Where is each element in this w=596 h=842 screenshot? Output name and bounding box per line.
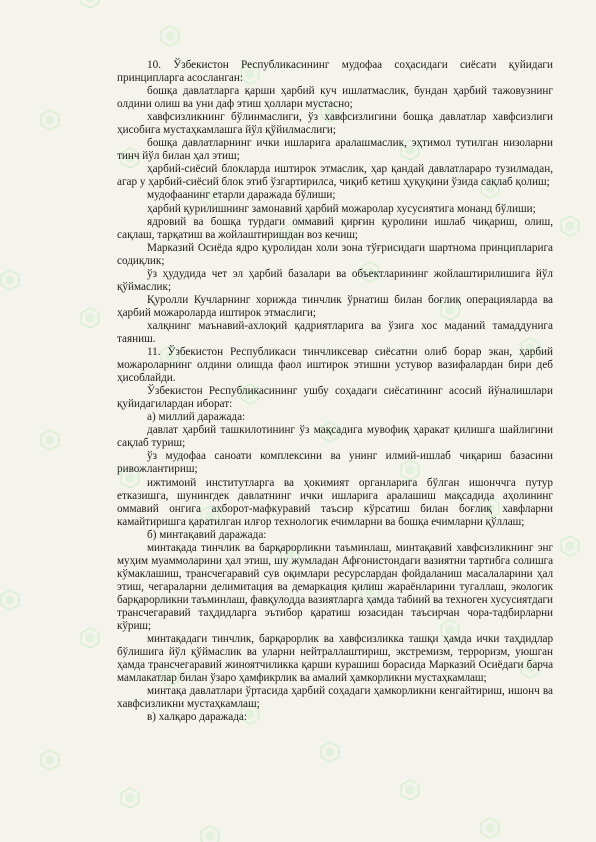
subheading-national-level: а) миллий даражада: (147, 411, 246, 424)
watermark-hexagon (201, 826, 218, 842)
paragraph: ўз ҳудудида чет эл ҳарбий базалари ва объектларининг жойлаштирилишига йўл қўймаслик; (117, 267, 553, 293)
paragraph: Ўзбекистон Республикасининг ушбу соҳадаги сиёсатининг асосий йўналишлари қуйидагилардан иборат: (117, 385, 553, 411)
paragraph-section-10-intro: 10. Ўзбекистон Республикасининг мудофаа соҳасидаги сиёсати қуйидаги принципларга асосланган: (117, 59, 553, 85)
paragraph: минтақада тинчлик ва барқарорликни таъминлаш, минтақавий хавфсизликнинг энг муҳим муаммоларини ҳал этиш, шу жумладан Афғонистондаги вазиятни тартибга солишга кўмаклашиш, трансчегаравий сув оқимлари ресурслардан фойдаланиш масалаларини ҳал этиш, чегараларни делимитация ва демаркация қилиш жараёнларини тугаллаш, экологик барқарорликни таъминлаш, фавқулодда вазиятларга ҳамда табиий ва техноген хусусиятдаги трансчегаравий таҳдидларга эътибор қаратиш юзасидан таъсирчан чора-тадбирларни кўриш; (117, 541, 553, 633)
paragraph: халқнинг маънавий-ахлоқий қадриятларига ва ўзига хос маданий тамаддунига таяниш. (117, 319, 553, 345)
watermark-hexagon-inner (326, 747, 335, 757)
paragraph: бошқа давлатларнинг ички ишларига аралашмаслик, эҳтимол тутилган низоларни тинч йўл билан ҳал этиш; (117, 137, 553, 163)
watermark-hexagon-inner (46, 755, 55, 765)
watermark-hexagon-inner (406, 785, 415, 795)
paragraph: ўз мудофаа саноати комплексини ва унинг илмий-ишлаб чиқариш базасини ривожлантириш; (117, 450, 553, 476)
watermark-hexagon (41, 750, 58, 770)
subheading-international-level: в) халқаро даражада: (147, 711, 247, 724)
paragraph: минтақадаги тинчлик, барқарорлик ва хавфсизликка ташқи ҳамда ички таҳдидлар бўлишига йўл қўймаслик ва уларни нейтраллаштириш, экстремизм, терроризм, уюшган ҳамда трансчегаравий жиноятчиликка қарши курашиш борасида Марказий Осиёдаги барча мамлакатлар билан ўзаро ҳамфикрлик ва амалий ҳамкорликни мустаҳкамлаш; (117, 633, 553, 685)
watermark-hexagon (401, 780, 418, 800)
watermark-hexagon (481, 818, 498, 838)
subheading-regional-level: б) минтақавий даражада: (147, 528, 267, 541)
paragraph: ижтимоий институтларга ва ҳокимият органларига бўлган ишонччга путур етказишга, шунингдек давлатнинг ички ишларига аралашиш мақсадида аҳолининг оммавий онгига ахборот-мафкуравий таъсир кўрсатиш билан боғлиқ хавфларни камайтиришга қаратилган илғор технологик ечимларни ва бошқа ечимларни қўллаш; (117, 476, 553, 528)
watermark-hexagon (121, 788, 138, 808)
watermark-hexagon (81, 0, 98, 8)
watermark-hexagon-inner (486, 823, 495, 833)
watermark-hexagon-inner (566, 221, 575, 231)
watermark-hexagon (561, 216, 578, 236)
paragraph-section-11-intro: 11. Ўзбекистон Республикаси тинчликсевар сиёсатни олиб борар экан, ҳарбий можароларнинг олдини олишда фаол иштирок этишни устувор вазифалардан бири деб ҳисоблайди. (117, 346, 553, 385)
watermark-hexagon (41, 110, 58, 130)
watermark-hexagon-inner (86, 633, 95, 643)
watermark-hexagon-inner (126, 793, 135, 803)
paragraph: мудофаанинг етарли даражада бўлиши; (147, 189, 336, 202)
paragraph: Марказий Осиёда ядро қуролидан холи зона тўғрисидаги шартнома принципларига содиқлик; (117, 241, 553, 267)
watermark-hexagon-inner (46, 435, 55, 445)
watermark-hexagon-inner (46, 115, 55, 125)
watermark-hexagon-inner (86, 313, 95, 323)
watermark-hexagon (1, 270, 18, 290)
paragraph: Қуролли Кучларнинг хорижда тинчлик ўрнатиш билан боғлиқ операцияларда ва ҳарбий можароларда иштирок этмаслиги; (117, 293, 553, 319)
watermark-hexagon-inner (166, 31, 175, 41)
watermark-hexagon (81, 308, 98, 328)
watermark-hexagon (41, 430, 58, 450)
watermark-hexagon (81, 628, 98, 648)
watermark-hexagon-inner (566, 541, 575, 551)
document-body (117, 59, 553, 724)
paragraph: ядровий ва бошқа турдаги оммавий қирғин қуролини ишлаб чиқариш, олиш, сақлаш, тарқатиш ва жойлаштиришдан воз кечиш; (117, 215, 553, 241)
paragraph: ҳарбий-сиёсий блокларда иштирок этмаслик, ҳар қандай давлатлараро тузилмадан, агар у ҳарбий-сиёсий блок этиб ўзгартирилса, чиқиб кетиш ҳуқуқини ўзида сақлаб қолиш; (117, 163, 553, 189)
paragraph: давлат ҳарбий ташкилотининг ўз мақсадига мувофиқ ҳаракат қилишга шайлигини сақлаб туриш; (117, 424, 553, 450)
paragraph: хавфсизликнинг бўлинмаслиги, ўз хавфсизлигини бошқа давлатлар хавфсизлиги ҳисобига мустаҳкамлашга йўл қўйилмаслиги; (117, 111, 553, 137)
watermark-hexagon-inner (206, 831, 215, 841)
watermark-hexagon (161, 26, 178, 46)
paragraph: бошқа давлатларга қарши ҳарбий куч ишлатмаслик, бундан ҳарбий тажовузнинг олдини олиш ва уни даф этиш ҳоллари мустасно; (117, 85, 553, 111)
watermark-hexagon (1, 590, 18, 610)
paragraph: минтақа давлатлари ўртасида ҳарбий соҳадаги ҳамкорликни кенгайтириш, ишонч ва хавфсизликни мустаҳкамлаш; (117, 685, 553, 711)
watermark-hexagon-inner (6, 595, 15, 605)
watermark-hexagon (561, 536, 578, 556)
watermark-hexagon (321, 742, 338, 762)
paragraph: ҳарбий қурилишнинг замонавий ҳарбий можаролар хусусиятига монанд бўлиши; (147, 202, 536, 215)
watermark-hexagon-inner (86, 0, 95, 3)
watermark-hexagon-inner (6, 275, 15, 285)
